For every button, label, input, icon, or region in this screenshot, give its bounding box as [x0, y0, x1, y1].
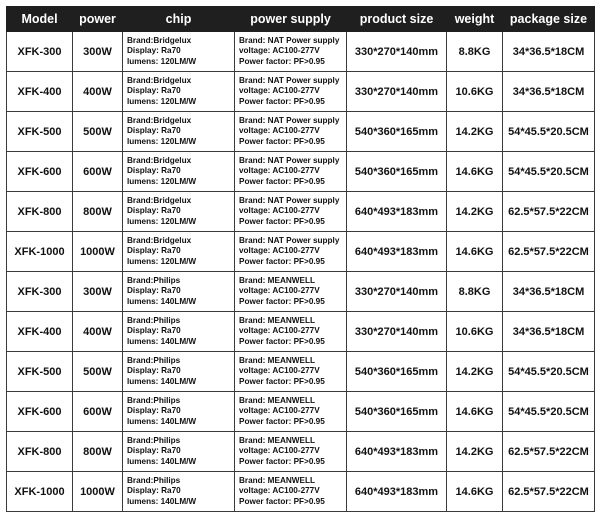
product-size-cell: 540*360*165mm	[347, 352, 447, 392]
chip-cell-line: Display: Ra70	[127, 406, 181, 416]
chip-cell-line: Brand:Philips	[127, 475, 181, 485]
product-size-cell: 330*270*140mm	[347, 72, 447, 112]
table-row	[7, 192, 595, 232]
power-supply-cell-line: voltage: AC100-277V	[239, 406, 320, 416]
table-row	[7, 392, 595, 432]
chip-cell-line: lumens: 120LM/W	[127, 136, 197, 146]
chip-cell-line: Display: Ra70	[127, 486, 181, 496]
weight-cell: 10.6KG	[447, 312, 503, 352]
power-supply-cell	[235, 392, 347, 432]
chip-cell	[123, 352, 235, 392]
chip-cell	[123, 272, 235, 312]
power-cell: 300W	[73, 32, 123, 72]
power-supply-cell	[235, 432, 347, 472]
header-power: power	[73, 7, 123, 32]
power-supply-cell-line: Power factor: PF>0.95	[239, 336, 325, 346]
product-size-cell: 540*360*165mm	[347, 112, 447, 152]
package-size-cell: 62.5*57.5*22CM	[503, 192, 595, 232]
power-supply-cell-line: Brand: MEANWELL	[239, 395, 315, 405]
chip-cell	[123, 472, 235, 512]
chip-cell-line: lumens: 120LM/W	[127, 216, 197, 226]
weight-cell: 10.6KG	[447, 72, 503, 112]
power-supply-cell-line: Power factor: PF>0.95	[239, 216, 325, 226]
chip-cell-line: lumens: 140LM/W	[127, 496, 197, 506]
weight-cell: 14.2KG	[447, 432, 503, 472]
power-cell: 1000W	[73, 232, 123, 272]
power-cell: 600W	[73, 392, 123, 432]
chip-cell-line: Display: Ra70	[127, 86, 181, 96]
chip-cell-line: Brand:Philips	[127, 435, 181, 445]
header-power-supply: power supply	[235, 7, 347, 32]
header-product-size: product size	[347, 7, 447, 32]
power-supply-cell-line: Power factor: PF>0.95	[239, 376, 325, 386]
chip-cell	[123, 232, 235, 272]
chip-cell-line: Display: Ra70	[127, 286, 181, 296]
power-supply-cell-line: Brand: NAT Power supply	[239, 115, 340, 125]
power-supply-cell	[235, 112, 347, 152]
power-cell: 400W	[73, 72, 123, 112]
power-supply-cell	[235, 72, 347, 112]
power-supply-cell-line: voltage: AC100-277V	[239, 286, 320, 296]
package-size-cell: 62.5*57.5*22CM	[503, 232, 595, 272]
chip-cell-line: Display: Ra70	[127, 166, 181, 176]
chip-cell-line: lumens: 140LM/W	[127, 336, 197, 346]
power-cell: 300W	[73, 272, 123, 312]
chip-cell-line: Display: Ra70	[127, 46, 181, 56]
power-cell: 500W	[73, 112, 123, 152]
chip-cell	[123, 32, 235, 72]
product-size-cell: 640*493*183mm	[347, 432, 447, 472]
power-supply-cell-line: Power factor: PF>0.95	[239, 56, 325, 66]
power-supply-cell	[235, 192, 347, 232]
chip-cell-line: lumens: 120LM/W	[127, 176, 197, 186]
power-supply-cell-line: Power factor: PF>0.95	[239, 256, 325, 266]
power-supply-cell-line: voltage: AC100-277V	[239, 86, 320, 96]
power-cell: 600W	[73, 152, 123, 192]
model-cell: XFK-1000	[7, 232, 73, 272]
model-cell: XFK-400	[7, 72, 73, 112]
weight-cell: 8.8KG	[447, 32, 503, 72]
product-size-cell: 540*360*165mm	[347, 152, 447, 192]
chip-cell-line: lumens: 140LM/W	[127, 376, 197, 386]
power-supply-cell-line: Brand: NAT Power supply	[239, 235, 340, 245]
chip-cell	[123, 312, 235, 352]
table-row	[7, 112, 595, 152]
package-size-cell: 62.5*57.5*22CM	[503, 432, 595, 472]
power-supply-cell-line: Brand: MEANWELL	[239, 315, 315, 325]
package-size-cell: 54*45.5*20.5CM	[503, 112, 595, 152]
model-cell: XFK-600	[7, 392, 73, 432]
chip-cell-line: Brand:Bridgelux	[127, 75, 192, 85]
weight-cell: 14.2KG	[447, 192, 503, 232]
table-row	[7, 272, 595, 312]
power-supply-cell-line: voltage: AC100-277V	[239, 326, 320, 336]
power-supply-cell-line: voltage: AC100-277V	[239, 166, 320, 176]
power-supply-cell-line: Brand: NAT Power supply	[239, 35, 340, 45]
power-supply-cell	[235, 352, 347, 392]
power-supply-cell-line: Power factor: PF>0.95	[239, 496, 325, 506]
power-supply-cell-line: Power factor: PF>0.95	[239, 96, 325, 106]
chip-cell	[123, 432, 235, 472]
product-size-cell: 640*493*183mm	[347, 232, 447, 272]
power-cell: 1000W	[73, 472, 123, 512]
package-size-cell: 54*45.5*20.5CM	[503, 392, 595, 432]
power-supply-cell-line: Power factor: PF>0.95	[239, 136, 325, 146]
product-size-cell: 640*493*183mm	[347, 192, 447, 232]
power-supply-cell-line: Brand: NAT Power supply	[239, 75, 340, 85]
chip-cell-line: Brand:Bridgelux	[127, 35, 192, 45]
weight-cell: 14.6KG	[447, 232, 503, 272]
product-size-cell: 330*270*140mm	[347, 32, 447, 72]
header-weight: weight	[447, 7, 503, 32]
model-cell: XFK-1000	[7, 472, 73, 512]
table-row	[7, 152, 595, 192]
chip-cell-line: Display: Ra70	[127, 366, 181, 376]
table-row	[7, 32, 595, 72]
power-supply-cell-line: voltage: AC100-277V	[239, 206, 320, 216]
product-size-cell: 330*270*140mm	[347, 312, 447, 352]
chip-cell-line: lumens: 140LM/W	[127, 456, 197, 466]
chip-cell-line: lumens: 120LM/W	[127, 56, 197, 66]
power-supply-cell-line: voltage: AC100-277V	[239, 486, 320, 496]
header-model: Model	[7, 7, 73, 32]
power-supply-cell	[235, 472, 347, 512]
weight-cell: 14.6KG	[447, 152, 503, 192]
chip-cell	[123, 152, 235, 192]
table-row	[7, 232, 595, 272]
product-size-cell: 640*493*183mm	[347, 472, 447, 512]
weight-cell: 14.2KG	[447, 352, 503, 392]
power-supply-cell	[235, 272, 347, 312]
package-size-cell: 34*36.5*18CM	[503, 312, 595, 352]
product-size-cell: 540*360*165mm	[347, 392, 447, 432]
spec-sheet	[6, 6, 594, 512]
chip-cell-line: Brand:Bridgelux	[127, 195, 192, 205]
chip-cell-line: Brand:Philips	[127, 395, 181, 405]
model-cell: XFK-600	[7, 152, 73, 192]
power-cell: 800W	[73, 192, 123, 232]
weight-cell: 8.8KG	[447, 272, 503, 312]
power-supply-cell-line: Brand: MEANWELL	[239, 355, 315, 365]
spec-table	[6, 6, 595, 512]
power-supply-cell-line: voltage: AC100-277V	[239, 366, 320, 376]
chip-cell-line: Display: Ra70	[127, 246, 181, 256]
weight-cell: 14.6KG	[447, 472, 503, 512]
power-supply-cell-line: voltage: AC100-277V	[239, 46, 320, 56]
table-row	[7, 352, 595, 392]
power-supply-cell-line: Power factor: PF>0.95	[239, 296, 325, 306]
chip-cell-line: Display: Ra70	[127, 326, 181, 336]
package-size-cell: 54*45.5*20.5CM	[503, 352, 595, 392]
chip-cell-line: Brand:Bridgelux	[127, 235, 192, 245]
power-supply-cell-line: Brand: NAT Power supply	[239, 195, 340, 205]
model-cell: XFK-800	[7, 432, 73, 472]
model-cell: XFK-500	[7, 112, 73, 152]
chip-cell-line: Brand:Philips	[127, 275, 181, 285]
power-supply-cell-line: Brand: MEANWELL	[239, 275, 315, 285]
power-cell: 400W	[73, 312, 123, 352]
chip-cell	[123, 112, 235, 152]
chip-cell-line: Display: Ra70	[127, 126, 181, 136]
chip-cell-line: Brand:Bridgelux	[127, 155, 192, 165]
chip-cell-line: Brand:Philips	[127, 355, 181, 365]
power-supply-cell	[235, 232, 347, 272]
chip-cell-line: lumens: 140LM/W	[127, 416, 197, 426]
package-size-cell: 34*36.5*18CM	[503, 32, 595, 72]
chip-cell-line: Display: Ra70	[127, 446, 181, 456]
chip-cell	[123, 392, 235, 432]
model-cell: XFK-300	[7, 272, 73, 312]
model-cell: XFK-400	[7, 312, 73, 352]
model-cell: XFK-300	[7, 32, 73, 72]
power-supply-cell-line: Power factor: PF>0.95	[239, 456, 325, 466]
chip-cell	[123, 192, 235, 232]
weight-cell: 14.2KG	[447, 112, 503, 152]
table-row	[7, 472, 595, 512]
model-cell: XFK-500	[7, 352, 73, 392]
package-size-cell: 62.5*57.5*22CM	[503, 472, 595, 512]
power-supply-cell-line: voltage: AC100-277V	[239, 446, 320, 456]
power-supply-cell-line: voltage: AC100-277V	[239, 126, 320, 136]
power-supply-cell	[235, 312, 347, 352]
chip-cell	[123, 72, 235, 112]
chip-cell-line: Brand:Philips	[127, 315, 181, 325]
package-size-cell: 34*36.5*18CM	[503, 72, 595, 112]
table-row	[7, 312, 595, 352]
power-cell: 800W	[73, 432, 123, 472]
power-supply-cell-line: Brand: MEANWELL	[239, 435, 315, 445]
header-package-size: package size	[503, 7, 595, 32]
table-row	[7, 72, 595, 112]
chip-cell-line: lumens: 120LM/W	[127, 256, 197, 266]
table-row	[7, 432, 595, 472]
header-row	[7, 7, 595, 32]
package-size-cell: 34*36.5*18CM	[503, 272, 595, 312]
chip-cell-line: Display: Ra70	[127, 206, 181, 216]
chip-cell-line: Brand:Bridgelux	[127, 115, 192, 125]
weight-cell: 14.6KG	[447, 392, 503, 432]
power-supply-cell-line: Power factor: PF>0.95	[239, 176, 325, 186]
header-chip: chip	[123, 7, 235, 32]
chip-cell-line: lumens: 120LM/W	[127, 96, 197, 106]
power-supply-cell-line: Brand: MEANWELL	[239, 475, 315, 485]
power-cell: 500W	[73, 352, 123, 392]
chip-cell-line: lumens: 140LM/W	[127, 296, 197, 306]
power-supply-cell-line: Power factor: PF>0.95	[239, 416, 325, 426]
package-size-cell: 54*45.5*20.5CM	[503, 152, 595, 192]
power-supply-cell-line: voltage: AC100-277V	[239, 246, 320, 256]
model-cell: XFK-800	[7, 192, 73, 232]
power-supply-cell-line: Brand: NAT Power supply	[239, 155, 340, 165]
power-supply-cell	[235, 152, 347, 192]
product-size-cell: 330*270*140mm	[347, 272, 447, 312]
power-supply-cell	[235, 32, 347, 72]
